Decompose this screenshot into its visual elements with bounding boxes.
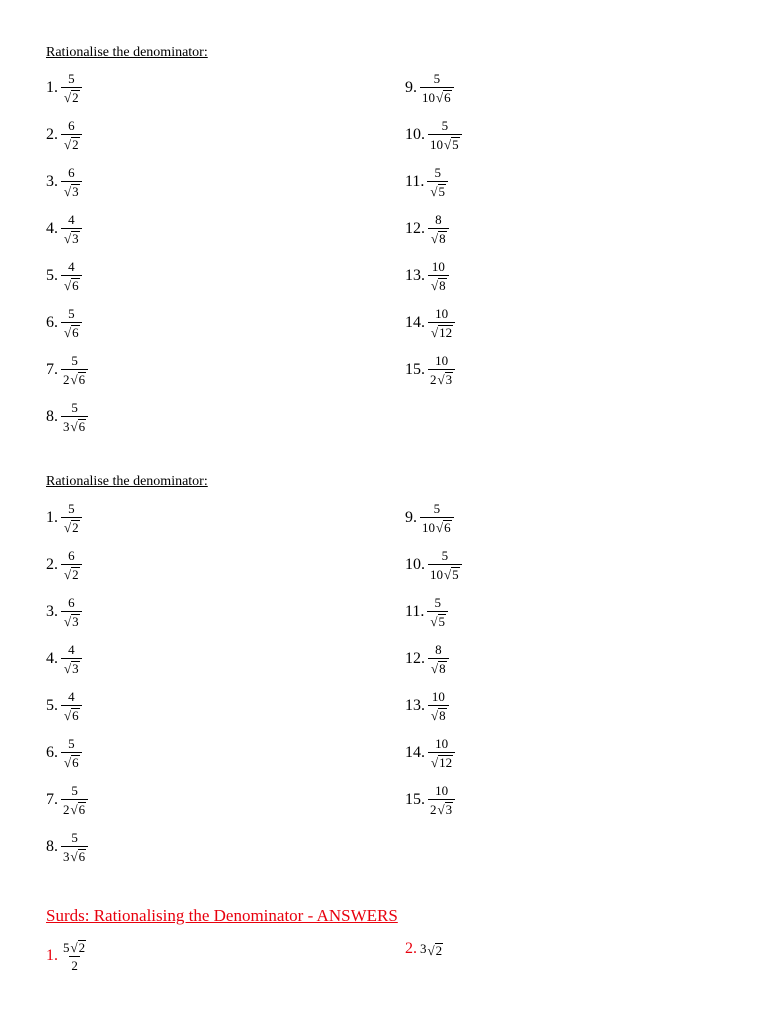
- radical: [71, 802, 87, 816]
- radicand: 6: [78, 372, 86, 387]
- fraction: [427, 166, 448, 198]
- problem-item: [46, 307, 82, 339]
- radical: [64, 661, 80, 675]
- radicand: 6: [444, 520, 451, 535]
- fraction-denominator: [61, 799, 88, 816]
- radicand: 5: [438, 614, 446, 629]
- radical-sign: √: [431, 325, 439, 340]
- fraction-numerator: 6: [68, 548, 75, 563]
- radicand: 12: [439, 755, 453, 770]
- fraction-denominator: [61, 611, 82, 628]
- radical: [430, 614, 446, 628]
- worksheet-heading: Rationalise the denominator:: [46, 474, 208, 489]
- fraction: [427, 596, 448, 628]
- coefficient: 10: [422, 520, 435, 535]
- fraction: [61, 643, 82, 675]
- fraction: [61, 307, 82, 339]
- fraction-numerator: 5: [68, 736, 75, 751]
- fraction: [420, 72, 454, 104]
- fraction-numerator: 5: [71, 353, 78, 368]
- radical: [64, 278, 80, 292]
- answer-item-2: [405, 940, 443, 958]
- problem-item: [405, 549, 462, 581]
- problem-item: [46, 354, 88, 386]
- fraction-numerator: 10: [435, 353, 449, 368]
- fraction-denominator: [428, 369, 455, 386]
- answer-value: [420, 941, 443, 957]
- fraction: [61, 213, 82, 245]
- problem-number: 1.: [46, 509, 58, 526]
- problem-number: 14.: [405, 744, 425, 761]
- fraction: [428, 307, 455, 339]
- coefficient: 3: [63, 419, 70, 434]
- fraction-numerator: 5: [71, 783, 78, 798]
- fraction-denominator: [428, 134, 462, 151]
- radicand: 2: [435, 943, 443, 958]
- problem-item: [46, 72, 82, 104]
- radical: [444, 137, 460, 151]
- fraction-numerator: 4: [68, 212, 75, 227]
- problem-number: 5.: [46, 267, 58, 284]
- coefficient: 10: [422, 90, 435, 105]
- fraction-denominator: [428, 228, 449, 245]
- fraction-numerator: 10: [435, 736, 449, 751]
- radical: [436, 520, 452, 534]
- fraction-numerator: 5: [434, 595, 441, 610]
- problem-item: [46, 549, 82, 581]
- fraction-numerator: 10: [431, 689, 445, 704]
- fraction-numerator: 5: [68, 501, 75, 516]
- radicand: 12: [439, 325, 453, 340]
- problem-item: [46, 831, 88, 863]
- radical-sign: √: [431, 278, 439, 293]
- fraction-denominator: [428, 658, 449, 675]
- problem-item: [405, 260, 449, 292]
- radical: [64, 755, 80, 769]
- radical-sign: √: [431, 661, 439, 676]
- fraction: [428, 690, 449, 722]
- radicand: 6: [444, 90, 451, 105]
- coefficient: 10: [430, 137, 443, 152]
- fraction: [61, 549, 82, 581]
- radicand: 8: [439, 231, 446, 246]
- radical-sign: √: [70, 849, 78, 864]
- fraction: [428, 119, 462, 151]
- problem-number: 6.: [46, 744, 58, 761]
- answer-fraction: [61, 940, 88, 972]
- problem-number: 13.: [405, 267, 425, 284]
- problem-item: [405, 119, 462, 151]
- radical-sign: √: [436, 90, 444, 105]
- fraction-denominator: [61, 228, 82, 245]
- problem-item: [46, 784, 88, 816]
- fraction-denominator: [61, 517, 82, 534]
- radical: [64, 708, 80, 722]
- fraction: [61, 119, 82, 151]
- fraction: [61, 166, 82, 198]
- radicand: 8: [439, 708, 446, 723]
- fraction: [420, 502, 454, 534]
- problem-item: [46, 596, 82, 628]
- fraction-denominator: [61, 134, 82, 151]
- fraction-denominator: [61, 564, 82, 581]
- problem-item: [405, 213, 449, 245]
- problem-number: 1.: [46, 79, 58, 96]
- coefficient: 5: [63, 940, 70, 955]
- problem-number: 11.: [405, 173, 425, 190]
- fraction-numerator: 8: [435, 212, 442, 227]
- fraction: [428, 643, 449, 675]
- fraction: [428, 549, 462, 581]
- radicand: 6: [72, 755, 79, 770]
- problem-number: 13.: [405, 697, 425, 714]
- radicand: 5: [452, 137, 459, 152]
- radicand: 6: [72, 708, 79, 723]
- problem-number: 10.: [405, 126, 425, 143]
- worksheet-heading: Rationalise the denominator:: [46, 45, 208, 60]
- radical-sign: √: [64, 231, 72, 246]
- fraction: [61, 260, 82, 292]
- radicand: 3: [72, 184, 79, 199]
- radical-sign: √: [64, 137, 72, 152]
- radicand: 6: [72, 278, 79, 293]
- fraction-denominator: [61, 87, 82, 104]
- answers-title: Surds: Rationalising the Denominator - ANSWERS: [46, 906, 398, 925]
- fraction-numerator: 6: [68, 118, 75, 133]
- radical-sign: √: [70, 419, 78, 434]
- radical-sign: √: [64, 90, 72, 105]
- problem-number: 15.: [405, 791, 425, 808]
- radical: [64, 520, 80, 534]
- problem-item: [46, 737, 82, 769]
- fraction-numerator: 5: [71, 400, 78, 415]
- fraction-denominator: [428, 564, 462, 581]
- fraction: [61, 737, 82, 769]
- problem-item: [405, 690, 449, 722]
- radical-sign: √: [437, 372, 445, 387]
- fraction: [61, 831, 88, 863]
- radical-sign: √: [427, 943, 435, 958]
- problem-number: 9.: [405, 509, 417, 526]
- fraction-numerator: 5: [433, 501, 441, 516]
- fraction: [428, 784, 455, 816]
- problem-item: [46, 166, 82, 198]
- problem-item: [46, 119, 82, 151]
- radicand: 5: [438, 184, 446, 199]
- radicand: 2: [72, 520, 79, 535]
- problem-item: [405, 502, 454, 534]
- fraction-denominator: 2: [71, 958, 78, 973]
- fraction-denominator: [428, 705, 449, 722]
- answer-label: 2.: [405, 940, 417, 957]
- radical-sign: √: [64, 755, 72, 770]
- radicand: 8: [439, 278, 446, 293]
- radical: [64, 231, 80, 245]
- fraction: [61, 784, 88, 816]
- problem-number: 3.: [46, 173, 58, 190]
- fraction-denominator: [428, 799, 455, 816]
- radical-sign: √: [64, 520, 72, 535]
- radical-sign: √: [64, 325, 72, 340]
- fraction-numerator: 5: [68, 306, 75, 321]
- radical: [431, 278, 447, 292]
- fraction: [428, 737, 455, 769]
- radical-sign: √: [64, 708, 72, 723]
- problem-number: 10.: [405, 556, 425, 573]
- answer-label: 1.: [46, 947, 58, 964]
- problem-number: 2.: [46, 556, 58, 573]
- fraction-numerator: 5: [68, 71, 75, 86]
- radical-sign: √: [431, 231, 439, 246]
- coefficient: 10: [430, 567, 443, 582]
- fraction: [61, 72, 82, 104]
- problem-number: 14.: [405, 314, 425, 331]
- radicand: 2: [72, 90, 79, 105]
- problem-number: 8.: [46, 408, 58, 425]
- radical-sign: √: [430, 184, 438, 199]
- radical-sign: √: [431, 755, 439, 770]
- fraction-numerator: 4: [68, 642, 75, 657]
- radical: [64, 184, 80, 198]
- radical-sign: √: [431, 708, 439, 723]
- radicand: 3: [72, 661, 79, 676]
- radical-sign: √: [430, 614, 438, 629]
- fraction: [61, 690, 82, 722]
- problem-item: [405, 737, 455, 769]
- radical-sign: √: [444, 137, 452, 152]
- fraction-numerator: 5: [441, 548, 449, 563]
- radicand: 2: [78, 940, 86, 955]
- fraction-denominator: [427, 611, 448, 628]
- radical: [64, 567, 80, 581]
- fraction: [61, 502, 82, 534]
- fraction-denominator: [61, 752, 82, 769]
- problem-number: 6.: [46, 314, 58, 331]
- radical: [64, 90, 80, 104]
- radical-sign: √: [64, 661, 72, 676]
- radicand: 3: [72, 231, 79, 246]
- radical: [428, 943, 444, 957]
- fraction-numerator: 6: [68, 165, 75, 180]
- problem-item: [46, 502, 82, 534]
- fraction-denominator: [61, 658, 82, 675]
- problem-item: [405, 307, 455, 339]
- radical: [431, 325, 453, 339]
- fraction: [428, 354, 455, 386]
- problem-item: [405, 784, 455, 816]
- fraction-denominator: [61, 705, 82, 722]
- problem-number: 15.: [405, 361, 425, 378]
- radical-sign: √: [437, 802, 445, 817]
- radical-sign: √: [436, 520, 444, 535]
- fraction: [428, 260, 449, 292]
- problem-number: 8.: [46, 838, 58, 855]
- radicand: 3: [445, 372, 453, 387]
- problem-item: [405, 354, 455, 386]
- fraction: [61, 354, 88, 386]
- radicand: 3: [72, 614, 79, 629]
- radical: [438, 372, 454, 386]
- fraction-denominator: [428, 752, 455, 769]
- fraction-denominator: [61, 846, 88, 863]
- fraction-numerator: 10: [435, 306, 449, 321]
- problem-number: 11.: [405, 603, 425, 620]
- radical: [71, 849, 87, 863]
- fraction-numerator: 6: [68, 595, 75, 610]
- problem-number: 9.: [405, 79, 417, 96]
- radical-sign: √: [444, 567, 452, 582]
- radicand: 8: [439, 661, 446, 676]
- radicand: 6: [78, 802, 86, 817]
- problem-number: 5.: [46, 697, 58, 714]
- problem-item: [46, 213, 82, 245]
- problem-number: 12.: [405, 650, 425, 667]
- fraction-denominator: [61, 275, 82, 292]
- coefficient: 2: [430, 372, 437, 387]
- radical: [64, 614, 80, 628]
- fraction-numerator: 4: [68, 259, 75, 274]
- fraction-numerator: 8: [435, 642, 442, 657]
- problem-number: 7.: [46, 361, 58, 378]
- problem-number: 2.: [46, 126, 58, 143]
- radical: [444, 567, 460, 581]
- fraction: [61, 596, 82, 628]
- fraction-numerator: 5: [433, 71, 441, 86]
- problem-item: [405, 166, 448, 198]
- answer-item-1: [46, 940, 88, 972]
- radical: [64, 137, 80, 151]
- problem-number: 3.: [46, 603, 58, 620]
- fraction-denominator: [61, 369, 88, 386]
- problem-item: [46, 643, 82, 675]
- fraction-denominator: [427, 181, 448, 198]
- radical: [436, 90, 452, 104]
- radical-sign: √: [64, 567, 72, 582]
- fraction-numerator: 5: [434, 165, 441, 180]
- fraction-denominator: [420, 517, 454, 534]
- problem-number: 12.: [405, 220, 425, 237]
- radicand: 2: [72, 567, 79, 582]
- radical: [431, 708, 447, 722]
- fraction-denominator: [61, 322, 82, 339]
- problem-item: [46, 690, 82, 722]
- coefficient: 3: [420, 941, 427, 956]
- fraction-denominator: [61, 181, 82, 198]
- problem-number: 7.: [46, 791, 58, 808]
- radical-sign: √: [70, 802, 78, 817]
- radicand: 6: [78, 419, 86, 434]
- fraction-denominator: [61, 416, 88, 433]
- radicand: 5: [452, 567, 459, 582]
- radicand: 6: [72, 325, 79, 340]
- fraction-denominator: [420, 87, 454, 104]
- radicand: 3: [445, 802, 453, 817]
- fraction-numerator: 5: [441, 118, 449, 133]
- coefficient: 2: [63, 372, 70, 387]
- radical: [430, 184, 446, 198]
- problem-number: 4.: [46, 220, 58, 237]
- fraction-numerator: 5: [71, 830, 78, 845]
- radicand: 6: [78, 849, 86, 864]
- problem-item: [405, 72, 454, 104]
- problem-item: [46, 260, 82, 292]
- radical: [431, 661, 447, 675]
- problem-number: 4.: [46, 650, 58, 667]
- coefficient: 2: [63, 802, 70, 817]
- radical-sign: √: [64, 278, 72, 293]
- fraction: [428, 213, 449, 245]
- fraction-numerator: [61, 940, 88, 956]
- radical: [64, 325, 80, 339]
- coefficient: 3: [63, 849, 70, 864]
- fraction: [61, 401, 88, 433]
- fraction-denominator: [428, 322, 455, 339]
- radical-sign: √: [64, 614, 72, 629]
- radical: [71, 419, 87, 433]
- radical-sign: √: [70, 940, 78, 955]
- radical: [71, 940, 87, 954]
- radical: [431, 755, 453, 769]
- problem-item: [405, 643, 449, 675]
- problem-item: [405, 596, 448, 628]
- problem-item: [46, 401, 88, 433]
- radicand: 2: [72, 137, 79, 152]
- fraction-numerator: 10: [435, 783, 449, 798]
- radical: [431, 231, 447, 245]
- fraction-numerator: 4: [68, 689, 75, 704]
- fraction-numerator: 10: [431, 259, 445, 274]
- radical-sign: √: [64, 184, 72, 199]
- radical: [438, 802, 454, 816]
- radical: [71, 372, 87, 386]
- radical-sign: √: [70, 372, 78, 387]
- fraction-denominator: [428, 275, 449, 292]
- coefficient: 2: [430, 802, 437, 817]
